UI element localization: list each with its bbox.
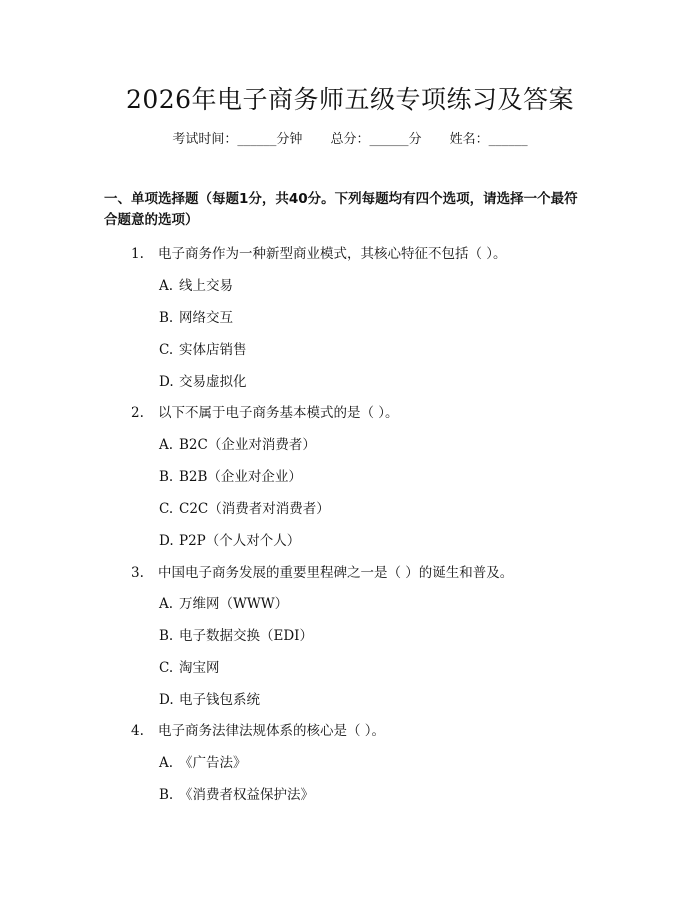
option-text: 电子数据交换（EDI）: [179, 628, 314, 644]
total-score-field: 总分：______分: [330, 132, 422, 147]
question-1-option-a: [159, 276, 579, 296]
question-number: 3.: [131, 565, 144, 581]
question-1-option-d: [159, 372, 579, 392]
question-2-option-b: [159, 467, 579, 487]
question-1: [131, 244, 611, 264]
option-letter: A.: [159, 755, 174, 771]
option-text: B2B（企业对企业）: [179, 469, 302, 485]
option-letter: B.: [159, 469, 174, 485]
section-heading-line: 合题意的选项）: [104, 212, 199, 228]
question-number: 2.: [131, 405, 144, 421]
question-4: [131, 721, 611, 741]
option-text: 淘宝网: [179, 660, 220, 676]
question-3-option-a: [159, 594, 579, 614]
question-2: [131, 403, 611, 423]
option-text: 线上交易: [179, 278, 233, 294]
option-letter: A.: [159, 596, 174, 612]
option-text: 实体店销售: [179, 342, 247, 358]
question-text: 电子商务作为一种新型商业模式，其核心特征不包括（ ）。: [158, 246, 507, 262]
option-text: 网络交互: [179, 310, 233, 326]
option-letter: D.: [159, 374, 174, 390]
student-name-field: 姓名：______: [449, 132, 528, 147]
option-text: P2P（个人对个人）: [179, 533, 301, 549]
section-heading-line: 一、单项选择题（每题1分，共40分。下列每题均有四个选项，请选择一个最符: [104, 191, 578, 207]
question-2-option-d: [159, 531, 579, 551]
question-text: 以下不属于电子商务基本模式的是（ ）。: [158, 405, 399, 421]
question-text: 中国电子商务发展的重要里程碑之一是（ ）的诞生和普及。: [158, 565, 514, 581]
question-3-option-c: [159, 658, 579, 678]
option-letter: C.: [159, 501, 174, 517]
exam-time-field: 考试时间：______分钟: [172, 132, 303, 147]
option-letter: B.: [159, 628, 174, 644]
option-text: 《消费者权益保护法》: [179, 787, 314, 803]
question-2-option-c: [159, 499, 579, 519]
exam-info: [0, 130, 700, 150]
option-text: 交易虚拟化: [179, 374, 247, 390]
question-1-option-c: [159, 340, 579, 360]
question-number: 1.: [131, 246, 144, 262]
question-3-option-d: [159, 690, 579, 710]
option-text: 《广告法》: [179, 755, 247, 771]
section-heading: [104, 189, 604, 231]
question-4-option-a: [159, 753, 579, 773]
document-title: 2026年电子商务师五级专项练习及答案: [125, 85, 575, 114]
option-letter: D.: [159, 692, 174, 708]
option-text: B2C（企业对消费者）: [179, 437, 316, 453]
option-letter: D.: [159, 533, 174, 549]
question-number: 4.: [131, 723, 144, 739]
question-4-option-b: [159, 785, 579, 805]
option-text: C2C（消费者对消费者）: [179, 501, 330, 517]
option-letter: A.: [159, 278, 174, 294]
question-text: 电子商务法律法规体系的核心是（ ）。: [158, 723, 386, 739]
option-letter: A.: [159, 437, 174, 453]
option-text: 万维网（WWW）: [179, 596, 289, 612]
option-letter: B.: [159, 310, 174, 326]
option-letter: C.: [159, 342, 174, 358]
question-1-option-b: [159, 308, 579, 328]
question-2-option-a: [159, 435, 579, 455]
option-letter: B.: [159, 787, 174, 803]
question-3-option-b: [159, 626, 579, 646]
option-letter: C.: [159, 660, 174, 676]
option-text: 电子钱包系统: [179, 692, 260, 708]
question-3: [131, 563, 611, 583]
